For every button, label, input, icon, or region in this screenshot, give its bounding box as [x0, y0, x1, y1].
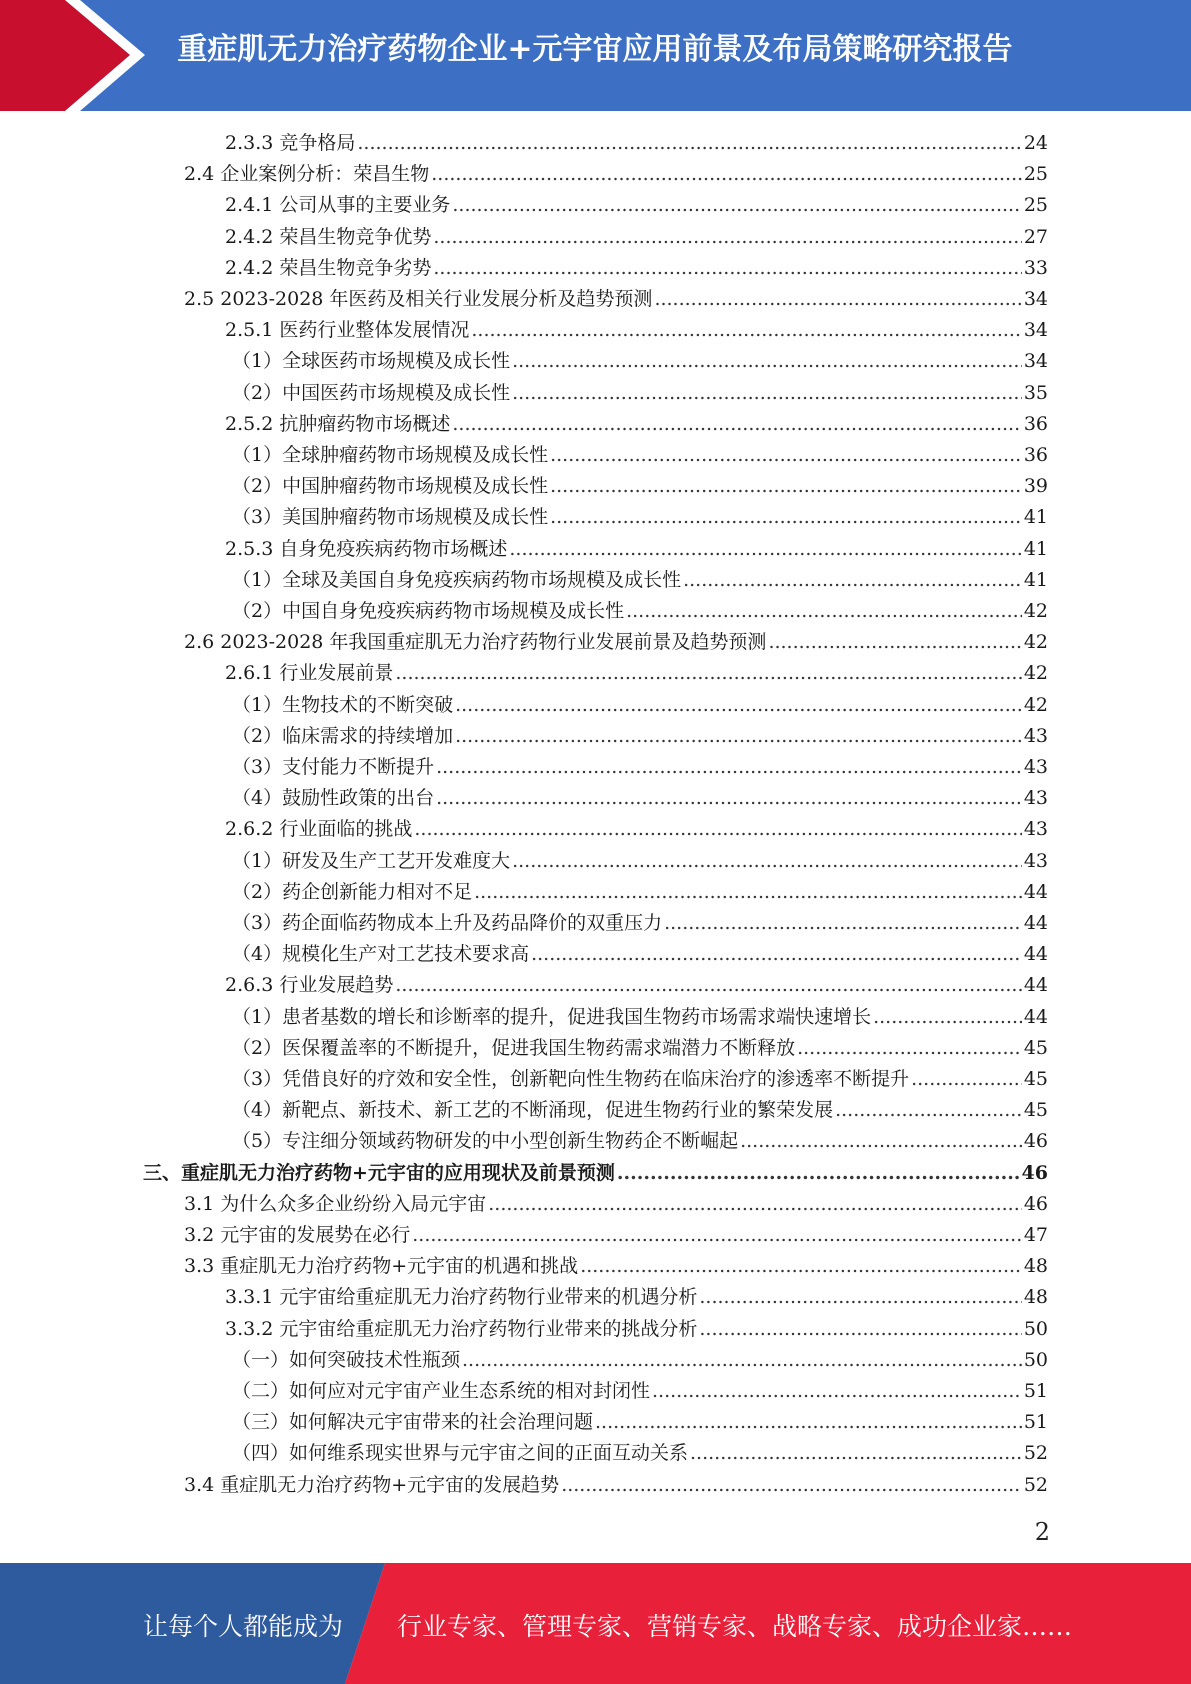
toc-dot-leader [433, 253, 1021, 284]
toc-dot-leader [455, 721, 1022, 752]
toc-dot-leader [797, 1033, 1022, 1064]
toc-entry-title: 2.5 2023-2028 年医药及相关行业发展分析及趋势预测 [184, 288, 653, 310]
toc-entry-page: 50 [1023, 1348, 1048, 1371]
toc-entry-page: 51 [1023, 1411, 1048, 1434]
toc-dot-leader [699, 1282, 1021, 1313]
toc-entry-page: 33 [1023, 256, 1048, 279]
toc-dot-leader [452, 190, 1021, 221]
toc-entry-title: 3.2 元宇宙的发展势在必行 [184, 1224, 411, 1246]
toc-dot-leader [531, 939, 1022, 970]
toc-entry[interactable] [232, 1064, 1048, 1095]
toc-entry-page: 42 [1023, 600, 1048, 622]
toc-entry[interactable] [232, 1126, 1048, 1157]
toc-entry-page: 45 [1023, 1036, 1048, 1059]
toc-entry-title: 2.4.1 公司从事的主要业务 [225, 194, 451, 217]
toc-dot-leader [617, 1158, 1020, 1189]
toc-entry[interactable] [184, 1220, 1048, 1251]
toc-dot-leader [512, 846, 1022, 877]
toc-entry-title: 3.1 为什么众多企业纷纷入局元宇宙 [184, 1192, 487, 1215]
toc-entry-title: （3）美国肿瘤药物市场规模及成长性 [232, 506, 549, 529]
toc-entry-title: 2.6.1 行业发展前景 [225, 662, 394, 685]
toc-entry-page: 36 [1023, 412, 1048, 435]
toc-entry[interactable] [232, 783, 1048, 814]
footer-slogan-left: 让每个人都能成为 [143, 1612, 344, 1641]
toc-dot-leader [683, 565, 1022, 596]
toc-entry[interactable] [184, 1251, 1048, 1282]
footer-slogan-right: 行业专家、管理专家、营销专家、战略专家、成功企业家…… [397, 1612, 1073, 1641]
toc-entry[interactable] [232, 1376, 1048, 1407]
page-footer [0, 1563, 1191, 1684]
toc-entry[interactable] [184, 1470, 1048, 1501]
toc-entry[interactable] [232, 346, 1048, 377]
toc-entry-title: （4）鼓励性政策的出台 [232, 787, 435, 810]
toc-entry[interactable] [232, 846, 1048, 877]
toc-entry-page: 35 [1023, 381, 1048, 404]
toc-entry-page: 45 [1023, 1099, 1048, 1122]
toc-entry-title: （1）研发及生产工艺开发难度大 [232, 849, 511, 872]
toc-entry[interactable] [225, 1314, 1048, 1345]
toc-entry[interactable] [225, 190, 1048, 221]
toc-dot-leader [699, 1314, 1021, 1345]
toc-entry[interactable] [225, 409, 1048, 440]
toc-entry[interactable] [225, 128, 1048, 159]
toc-entry-title: （1）全球及美国自身免疫疾病药物市场规模及成长性 [232, 568, 682, 591]
toc-entry-page: 45 [1023, 1068, 1048, 1090]
toc-entry-title: 2.4 企业案例分析：荣昌生物 [184, 163, 430, 186]
toc-dot-leader [462, 1345, 1022, 1376]
toc-entry[interactable] [232, 690, 1048, 721]
toc-entry-page: 25 [1023, 194, 1048, 217]
toc-dot-leader [768, 627, 1021, 658]
toc-entry-page: 43 [1023, 724, 1048, 747]
toc-entry-page: 43 [1023, 756, 1048, 778]
toc-entry-page: 42 [1023, 631, 1048, 654]
toc-entry-title: （2）医保覆盖率的不断提升，促进我国生物药需求端潜力不断释放 [232, 1036, 796, 1059]
toc-entry-title: 2.5.3 自身免疫疾病药物市场概述 [225, 537, 508, 560]
toc-entry-title: （三）如何解决元宇宙带来的社会治理问题 [232, 1411, 594, 1434]
toc-dot-leader [561, 1470, 1022, 1501]
toc-entry-title: （二）如何应对元宇宙产业生态系统的相对封闭性 [232, 1380, 651, 1402]
toc-entry[interactable] [225, 970, 1048, 1001]
toc-entry-page: 41 [1023, 506, 1048, 529]
toc-dot-leader [488, 1189, 1022, 1220]
toc-dot-leader [452, 409, 1021, 440]
toc-entry-page: 42 [1023, 662, 1048, 685]
toc-entry-page: 24 [1023, 132, 1048, 154]
toc-entry[interactable] [184, 627, 1048, 658]
toc-entry[interactable] [232, 440, 1048, 471]
toc-entry-page: 41 [1023, 568, 1048, 591]
toc-entry-page: 44 [1023, 1005, 1048, 1028]
toc-entry[interactable] [232, 1002, 1048, 1033]
header-arrow-decoration [0, 0, 160, 111]
toc-entry-page: 42 [1023, 693, 1048, 716]
toc-entry-title: （1）全球医药市场规模及成长性 [232, 350, 511, 373]
toc-entry-title: 3.3.2 元宇宙给重症肌无力治疗药物行业带来的挑战分析 [225, 1317, 698, 1340]
toc-entry[interactable] [232, 939, 1048, 970]
toc-entry-page: 44 [1023, 912, 1048, 934]
toc-entry-title: （2）中国自身免疫疾病药物市场规模及成长性 [232, 600, 625, 622]
toc-entry[interactable] [232, 721, 1048, 752]
toc-entry-page: 52 [1023, 1473, 1048, 1496]
toc-entry-title: （3）药企面临药物成本上升及药品降价的双重压力 [232, 912, 663, 934]
toc-dot-leader [652, 1376, 1022, 1407]
toc-entry[interactable] [232, 1438, 1048, 1469]
toc-entry-page: 25 [1023, 163, 1048, 186]
toc-entry-page: 44 [1023, 974, 1048, 997]
toc-entry-page: 27 [1023, 225, 1048, 248]
toc-entry-page: 43 [1023, 787, 1048, 810]
toc-entry-page: 43 [1023, 849, 1048, 872]
toc-entry-title: 2.6.2 行业面临的挑战 [225, 818, 413, 841]
toc-dot-leader [395, 970, 1021, 1001]
toc-dot-leader [414, 814, 1021, 845]
toc-entry-page: 48 [1023, 1286, 1048, 1309]
toc-entry[interactable] [184, 159, 1048, 190]
toc-dot-leader [664, 908, 1022, 939]
toc-dot-leader [436, 752, 1022, 783]
toc-entry-title: （四）如何维系现实世界与元宇宙之间的正面互动关系 [232, 1442, 689, 1465]
toc-entry-title: （3）凭借良好的疗效和安全性，创新靶向性生物药在临床治疗的渗透率不断提升 [232, 1068, 910, 1090]
toc-entry[interactable] [225, 814, 1048, 845]
toc-dot-leader [395, 658, 1021, 689]
toc-dot-leader [509, 534, 1021, 565]
toc-entry-title: （2）药企创新能力相对不足 [232, 880, 473, 903]
toc-dot-leader [595, 1407, 1022, 1438]
toc-dot-leader [433, 222, 1021, 253]
toc-dot-leader [474, 877, 1022, 908]
toc-entry-page: 52 [1023, 1442, 1048, 1465]
toc-entry[interactable] [225, 658, 1048, 689]
toc-dot-leader [357, 128, 1021, 159]
toc-entry-page: 36 [1023, 444, 1048, 466]
report-title: 重症肌无力治疗药物企业+元宇宙应用前景及布局策略研究报告 [177, 32, 1013, 67]
toc-dot-leader [550, 440, 1022, 471]
toc-entry-title: （2）中国肿瘤药物市场规模及成长性 [232, 475, 549, 498]
toc-entry[interactable] [232, 877, 1048, 908]
toc-dot-leader [512, 346, 1022, 377]
toc-entry-page: 46 [1023, 1192, 1048, 1215]
toc-dot-leader [626, 596, 1022, 627]
toc-entry[interactable] [232, 378, 1048, 409]
toc-entry[interactable] [232, 908, 1048, 939]
toc-dot-leader [431, 159, 1022, 190]
toc-entry-page: 39 [1023, 475, 1048, 498]
toc-entry-title: 2.5.2 抗肿瘤药物市场概述 [225, 412, 451, 435]
toc-entry-title: （1）全球肿瘤药物市场规模及成长性 [232, 444, 549, 466]
page-number: 2 [1034, 1518, 1050, 1546]
toc-entry-page: 46 [1021, 1161, 1048, 1184]
toc-entry-title: 三、重症肌无力治疗药物+元宇宙的应用现状及前景预测 [143, 1161, 615, 1184]
toc-entry-title: （1）生物技术的不断突破 [232, 693, 454, 716]
toc-dot-leader [654, 284, 1021, 315]
toc-entry-title: （4）新靶点、新技术、新工艺的不断涌现，促进生物药行业的繁荣发展 [232, 1099, 834, 1122]
toc-entry-page: 51 [1023, 1380, 1048, 1402]
toc-entry-page: 43 [1023, 818, 1048, 841]
toc-entry-title: （一）如何突破技术性瓶颈 [232, 1348, 461, 1371]
toc-entry-title: （2）中国医药市场规模及成长性 [232, 381, 511, 404]
toc-dot-leader [740, 1126, 1022, 1157]
toc-dot-leader [550, 471, 1022, 502]
toc-entry-page: 44 [1023, 880, 1048, 903]
toc-entry-title: （4）规模化生产对工艺技术要求高 [232, 943, 530, 966]
toc-entry-page: 41 [1023, 537, 1048, 560]
toc-dot-leader [512, 378, 1022, 409]
toc-entry-title: 3.4 重症肌无力治疗药物+元宇宙的发展趋势 [184, 1473, 560, 1496]
toc-entry[interactable] [225, 534, 1048, 565]
toc-entry-title: 2.4.2 荣昌生物竞争劣势 [225, 256, 432, 279]
toc-entry[interactable] [232, 471, 1048, 502]
toc-entry[interactable] [225, 315, 1048, 346]
toc-entry-page: 34 [1023, 319, 1048, 342]
toc-entry-page: 34 [1023, 350, 1048, 373]
toc-entry[interactable] [232, 502, 1048, 533]
toc-entry[interactable] [232, 1095, 1048, 1126]
toc-entry[interactable] [143, 1158, 1048, 1189]
toc-dot-leader [436, 783, 1022, 814]
toc-entry-title: 2.6 2023-2028 年我国重症肌无力治疗药物行业发展前景及趋势预测 [184, 631, 767, 654]
toc-dot-leader [412, 1220, 1022, 1251]
toc-entry-page: 47 [1023, 1224, 1048, 1246]
toc-entry[interactable] [184, 284, 1048, 315]
page-header [0, 0, 1191, 111]
toc-entry[interactable] [232, 752, 1048, 783]
toc-dot-leader [455, 690, 1022, 721]
toc-entry[interactable] [232, 596, 1048, 627]
toc-entry-page: 44 [1023, 943, 1048, 966]
toc-entry-title: （2）临床需求的持续增加 [232, 724, 454, 747]
toc-entry-title: 2.4.2 荣昌生物竞争优势 [225, 225, 432, 248]
toc-entry-title: （5）专注细分领域药物研发的中小型创新生物药企不断崛起 [232, 1130, 739, 1153]
toc-entry-title: （3）支付能力不断提升 [232, 756, 435, 778]
toc-entry-title: （1）患者基数的增长和诊断率的提升，促进我国生物药市场需求端快速增长 [232, 1005, 872, 1028]
toc-entry-page: 34 [1023, 288, 1048, 310]
toc-dot-leader [835, 1095, 1022, 1126]
toc-entry-title: 3.3.1 元宇宙给重症肌无力治疗药物行业带来的机遇分析 [225, 1286, 698, 1309]
toc-entry[interactable] [225, 253, 1048, 284]
toc-entry[interactable] [232, 1407, 1048, 1438]
toc-entry[interactable] [232, 565, 1048, 596]
toc-dot-leader [550, 502, 1022, 533]
toc-entry-title: 3.3 重症肌无力治疗药物+元宇宙的机遇和挑战 [184, 1255, 579, 1278]
toc-entry-page: 46 [1023, 1130, 1048, 1153]
toc-entry[interactable] [225, 222, 1048, 253]
toc-entry-title: 2.3.3 竞争格局 [225, 132, 356, 154]
toc-dot-leader [873, 1002, 1022, 1033]
toc-dot-leader [690, 1438, 1022, 1469]
toc-entry-page: 48 [1023, 1255, 1048, 1278]
toc-dot-leader [911, 1064, 1022, 1095]
toc-entry[interactable] [225, 1282, 1048, 1313]
toc-dot-leader [471, 315, 1021, 346]
toc-entry[interactable] [232, 1345, 1048, 1376]
toc-entry-page: 50 [1023, 1317, 1048, 1340]
toc-entry-title: 2.6.3 行业发展趋势 [225, 974, 394, 997]
toc-dot-leader [580, 1251, 1022, 1282]
toc-entry[interactable] [184, 1189, 1048, 1220]
toc-entry[interactable] [232, 1033, 1048, 1064]
toc-entry-title: 2.5.1 医药行业整体发展情况 [225, 319, 470, 342]
